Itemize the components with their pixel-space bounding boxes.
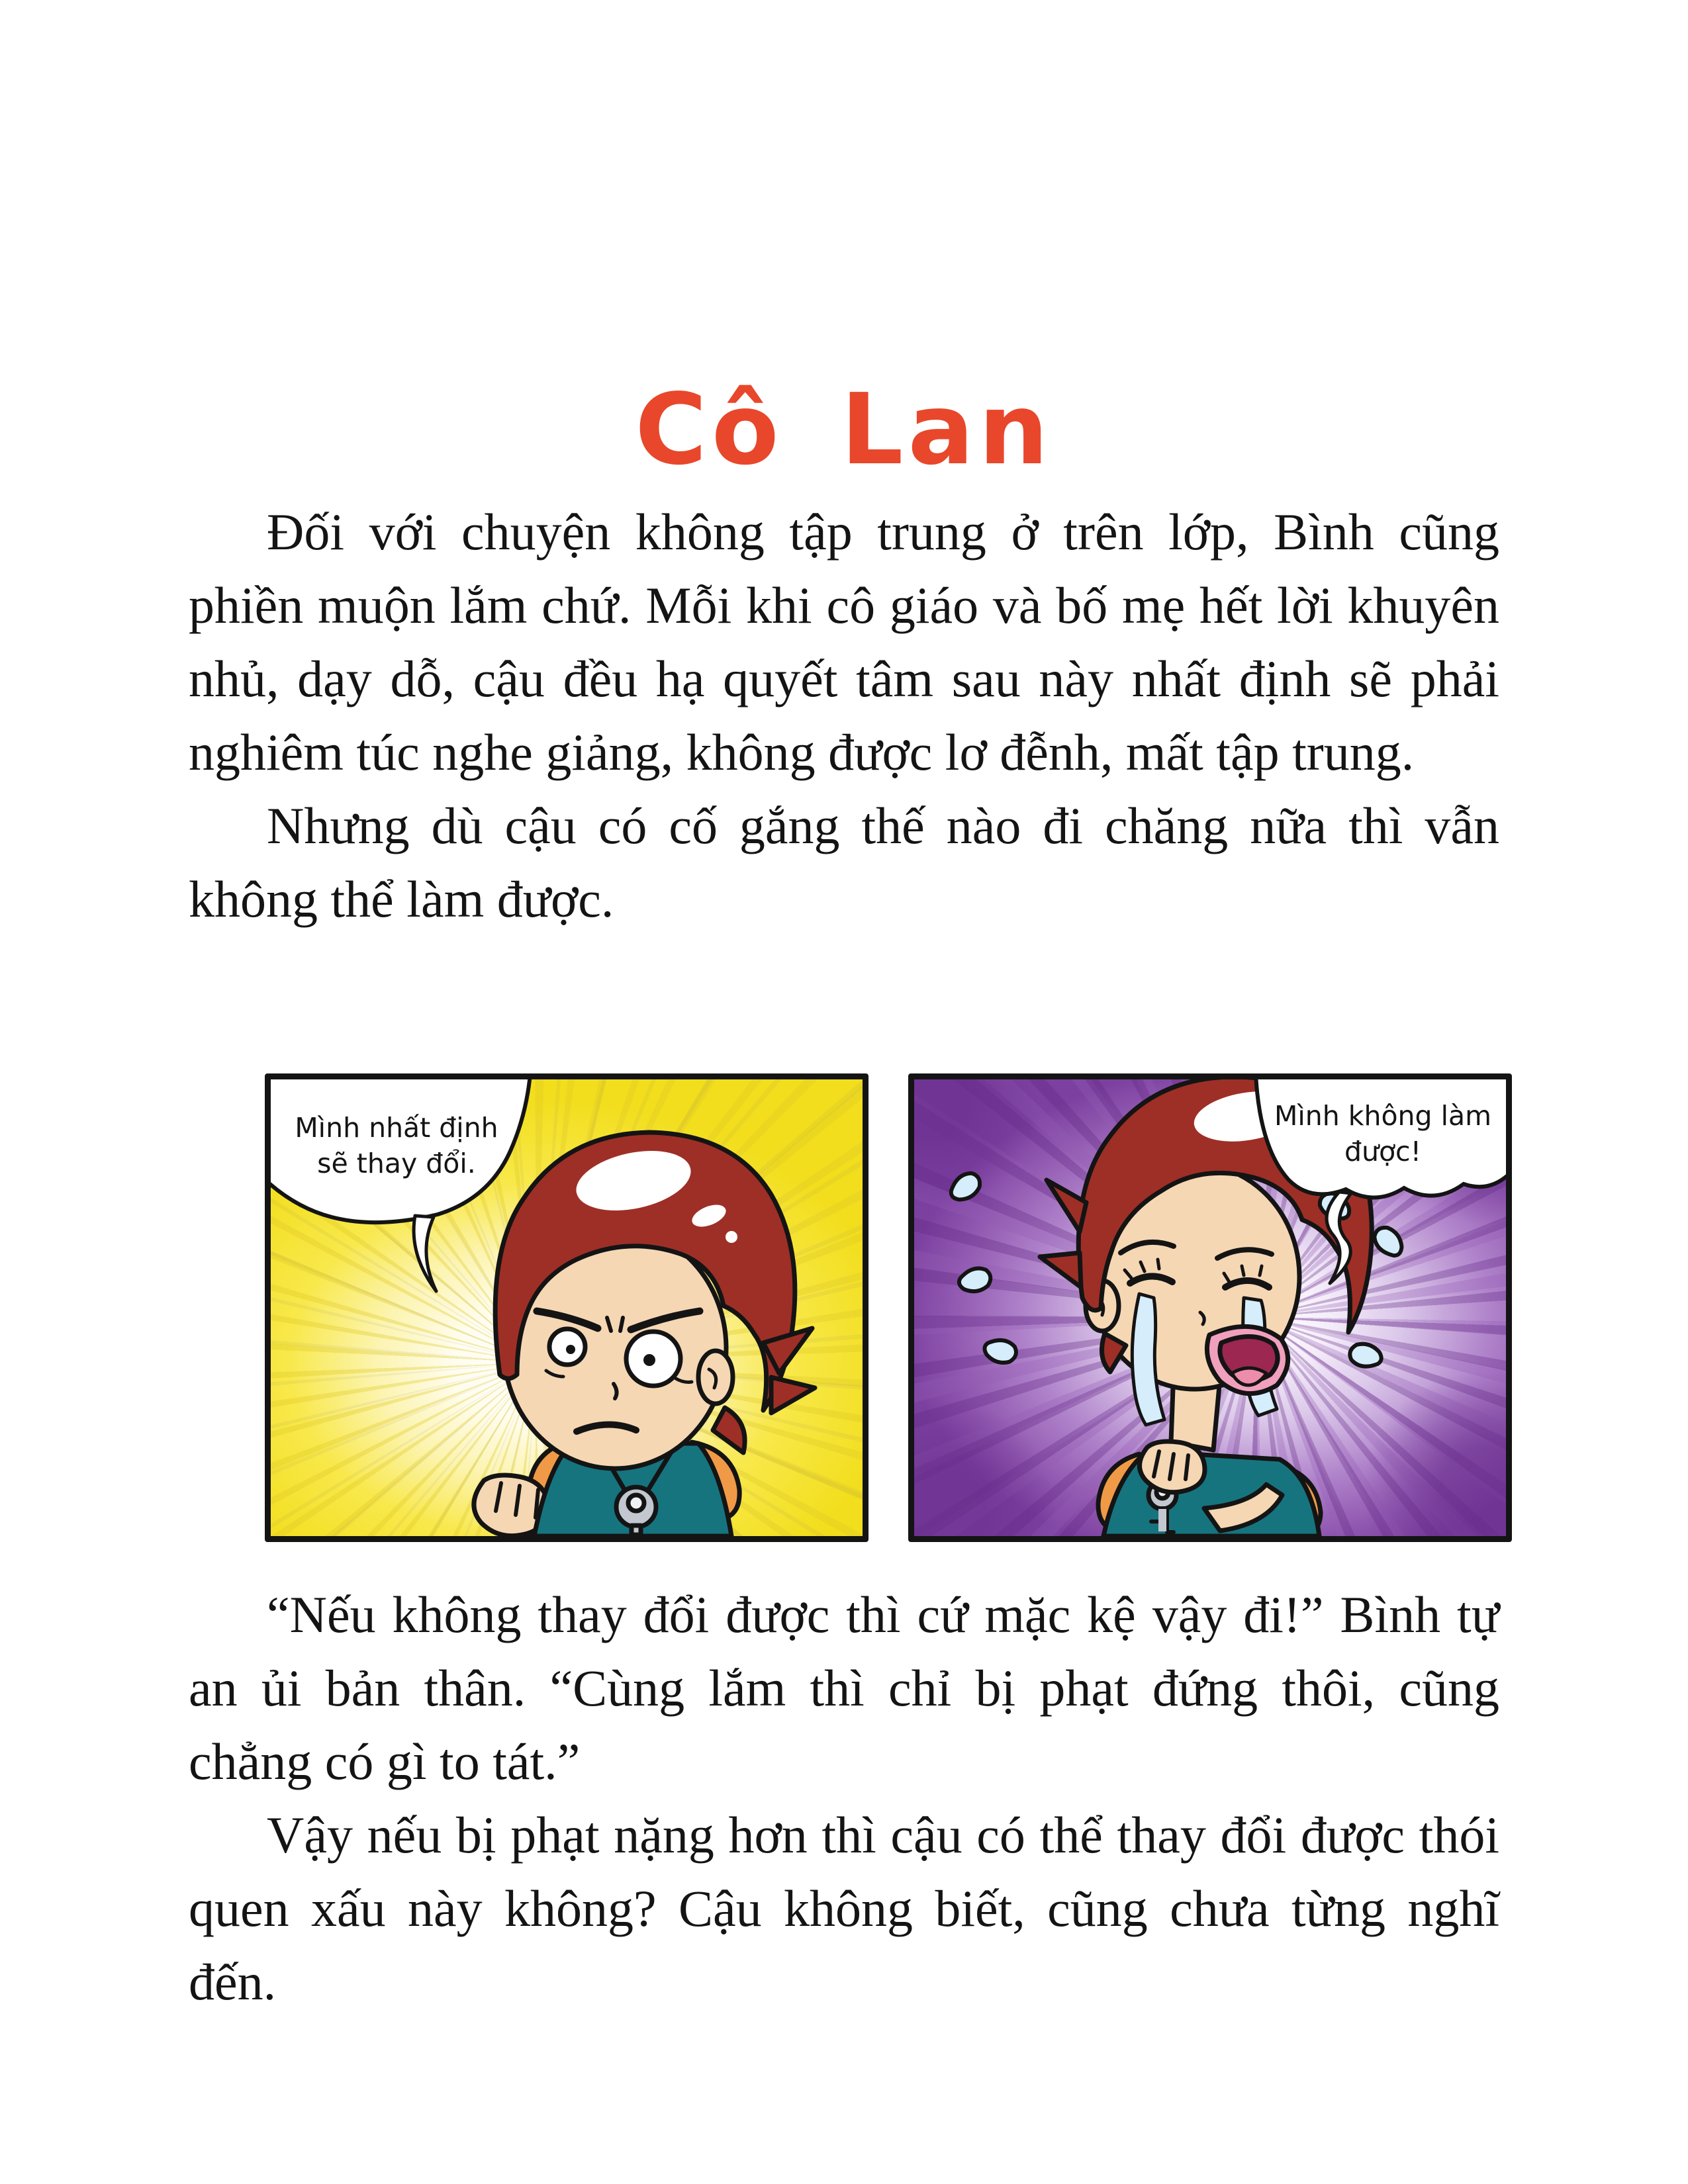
chapter-title: Cô Lan xyxy=(635,373,1053,487)
speech-text-left: Mình nhất định sẽ thay đổi. xyxy=(295,1111,498,1179)
story-text-bottom xyxy=(189,1578,1499,2019)
speech-text-right: Mình không làm được! xyxy=(1274,1099,1492,1167)
paragraph-1: Đối với chuyện không tập trung ở trên lớp, Bình cũng phiền muộn lắm chứ. Mỗi khi cô giáo và bố mẹ hết lời khuyên nhủ, dạy dỗ, cậu đều hạ quyết tâm sau này nhất định sẽ phải nghiêm túc nghe giảng, không được lơ đễnh, mất tập trung. xyxy=(189,503,1499,781)
paragraph-2: Nhưng dù cậu có cố gắng thế nào đi chăng nữa thì vẫn không thể làm được. xyxy=(189,797,1499,928)
comic-panel-determined xyxy=(265,1073,868,1542)
comic-panel-crying xyxy=(908,1073,1512,1542)
story-text-top xyxy=(189,495,1499,936)
paragraph-3: “Nếu không thay đổi được thì cứ mặc kệ vậy đi!” Bình tự an ủi bản thân. “Cùng lắm thì chỉ bị phạt đứng thôi, cũng chẳng có gì to tát.” xyxy=(189,1586,1499,1790)
speech-bubble-tail xyxy=(414,1216,436,1291)
comic-strip xyxy=(0,1073,1688,1542)
speech-bubble-tail xyxy=(1327,1192,1351,1283)
paragraph-4: Vậy nếu bị phạt nặng hơn thì cậu có thể thay đổi được thói quen xấu này không? Cậu không biết, cũng chưa từng nghĩ đến. xyxy=(189,1806,1499,2011)
